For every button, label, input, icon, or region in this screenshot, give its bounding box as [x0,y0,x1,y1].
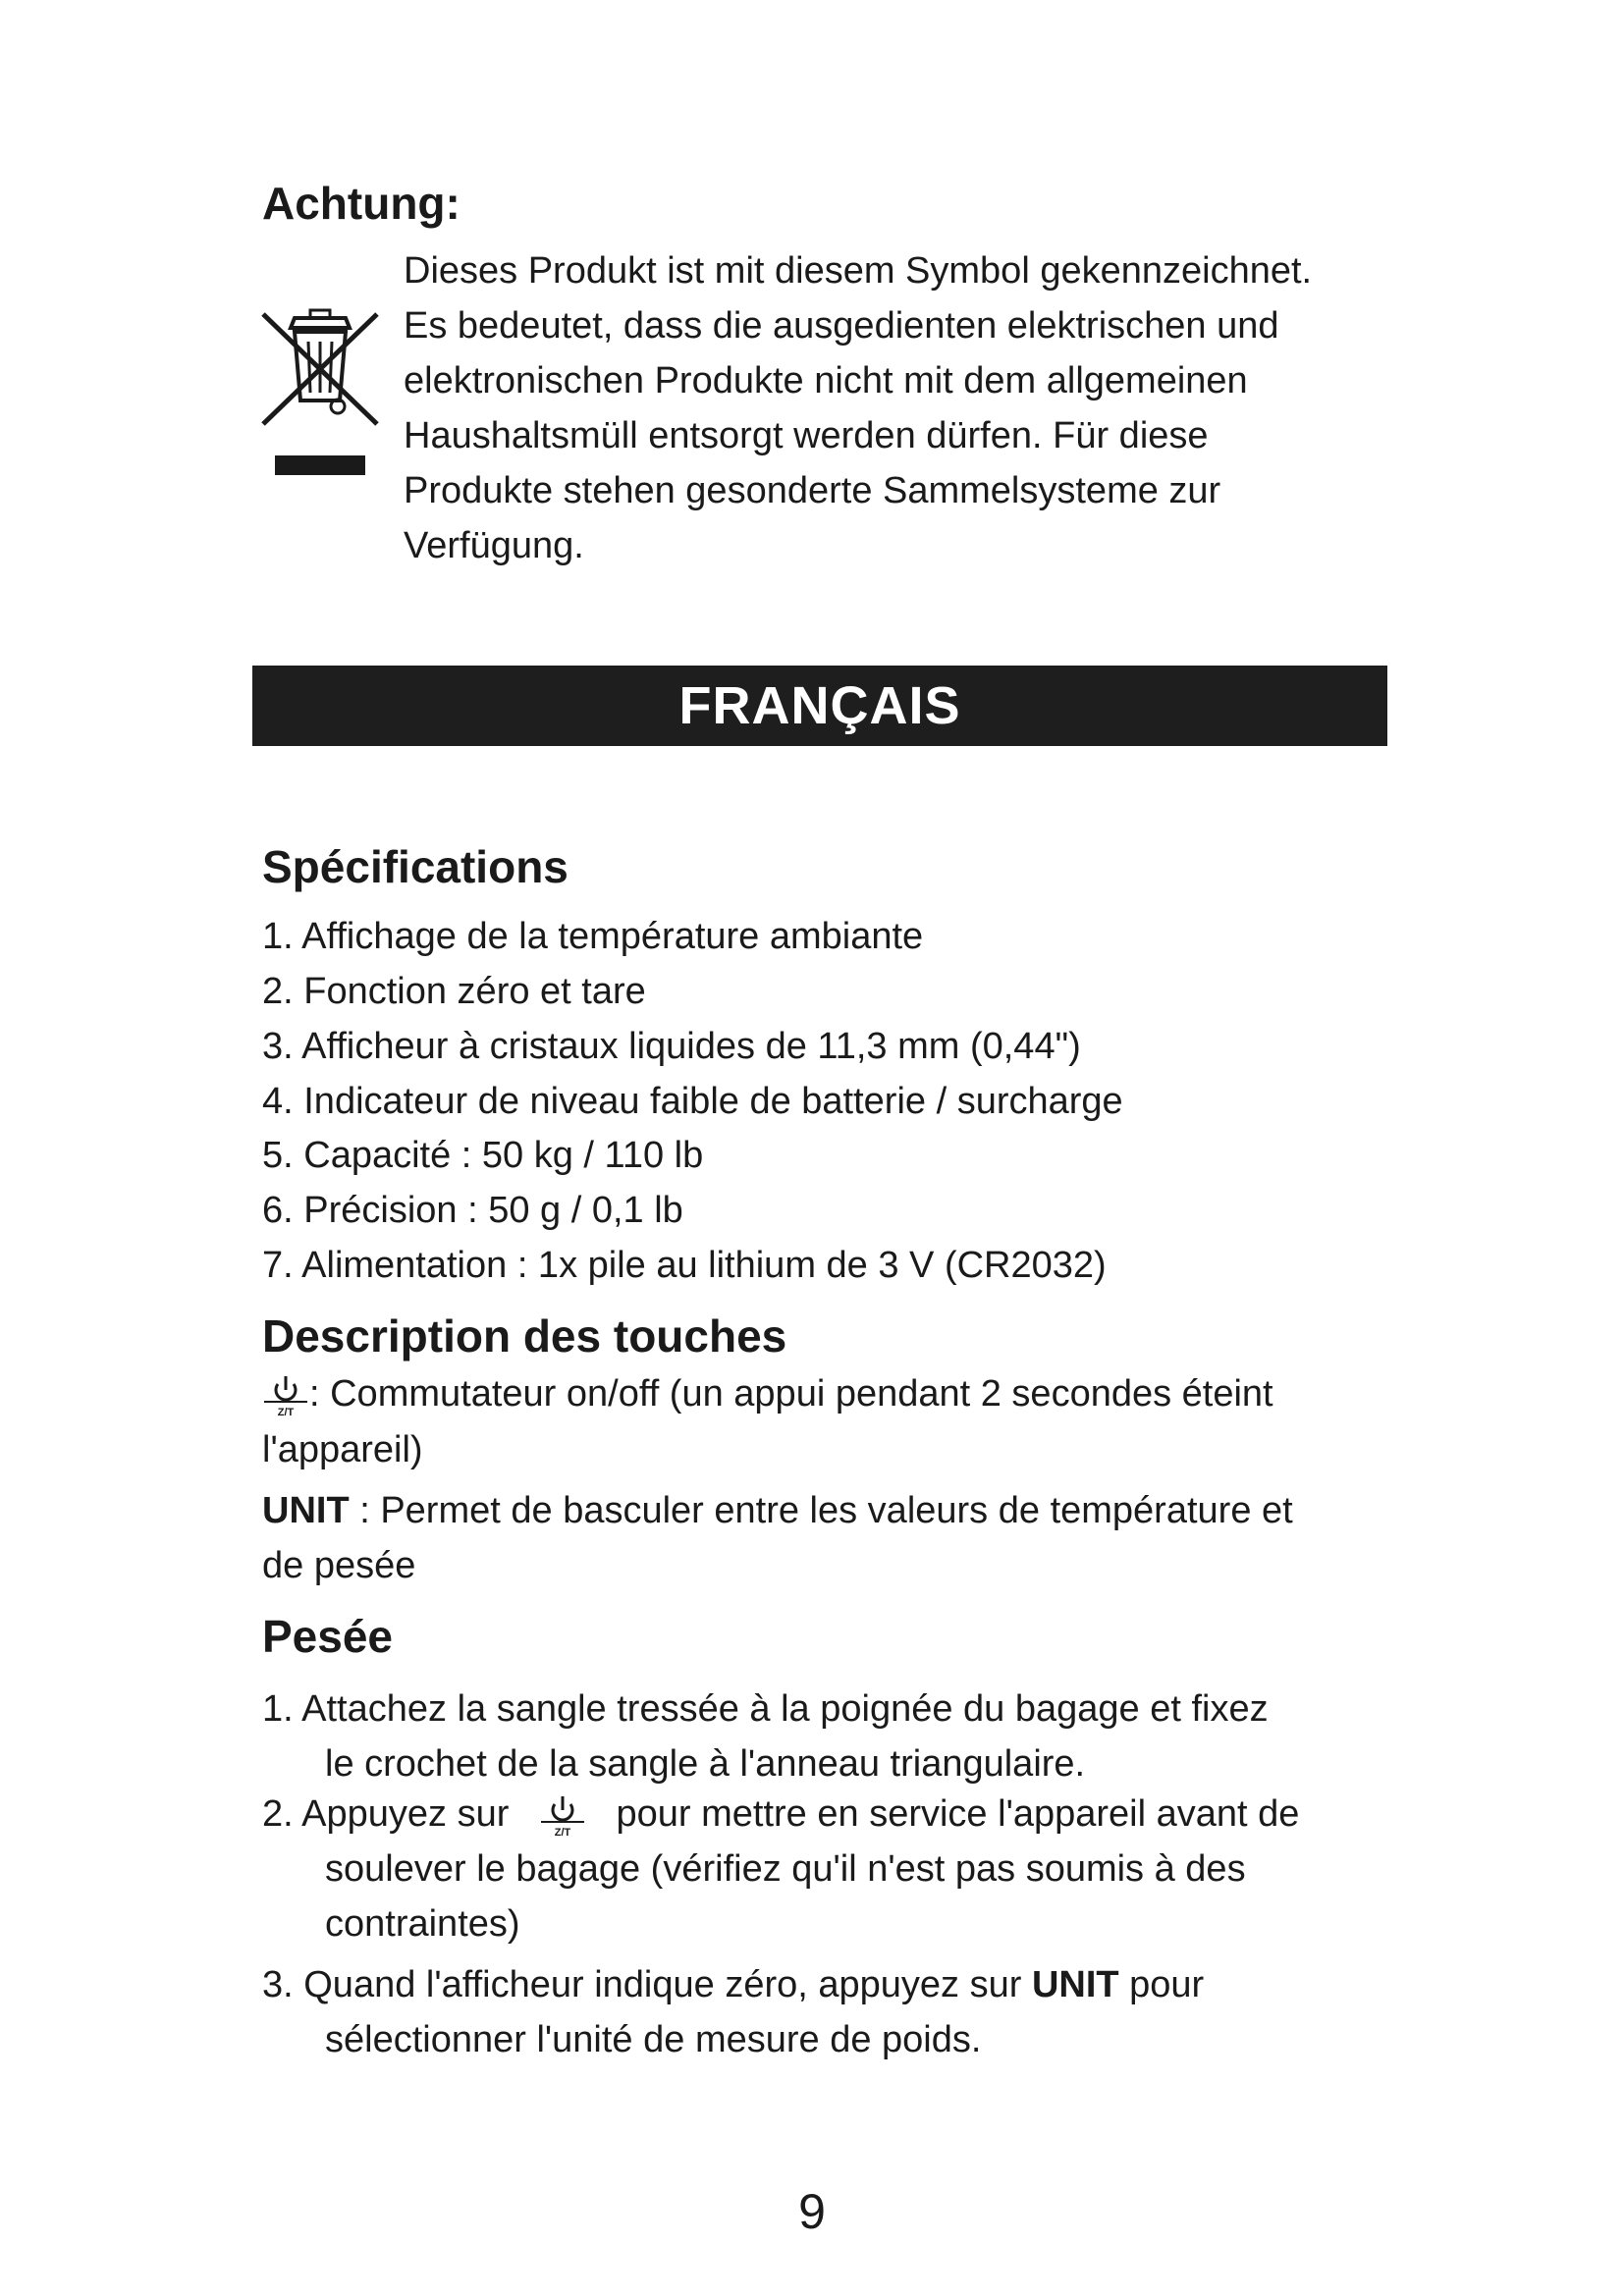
step-2-suffix: pour mettre en service l'appareil avant de [616,1793,1300,1836]
warning-line: elektronischen Produkte nicht mit dem allgemeinen [404,360,1248,401]
keys-heading: Description des touches [262,1310,787,1362]
page-number: 9 [798,2184,826,2239]
power-key-text: : Commutateur on/off (un appui pendant 2 secondes éteint [309,1373,1273,1415]
unit-key-label: UNIT [262,1490,350,1531]
power-zero-tare-icon [527,1792,598,1840]
power-key-description [262,1372,1273,1419]
spec-item: 6. Précision : 50 g / 0,1 lb [262,1190,683,1231]
crossed-out-wheelie-bin-icon [257,298,383,479]
step-2-prefix: 2. Appuyez sur [262,1793,510,1836]
specifications-heading: Spécifications [262,841,568,892]
step-3-unit-key: UNIT [1031,1964,1119,2005]
warning-line: Verfügung. [404,525,584,566]
weighing-heading: Pesée [262,1611,394,1662]
warning-text [404,243,1312,573]
weighing-step-2-cont: contraintes) [325,1903,520,1945]
weighing-step-3-cont: sélectionner l'unité de mesure de poids. [325,2019,982,2060]
spec-item: 5. Capacité : 50 kg / 110 lb [262,1135,704,1176]
step-3-suffix: pour [1118,1964,1205,2005]
weighing-step-1-cont: le crochet de la sangle à l'anneau triangulaire. [325,1743,1086,1785]
weighing-step-2 [262,1792,1299,1840]
warning-line: Produkte stehen gesonderte Sammelsysteme zur [404,470,1221,511]
warning-heading: Achtung: [262,178,460,229]
unit-key-text: : Permet de basculer entre les valeurs de température et [349,1490,1293,1531]
spec-item: 1. Affichage de la température ambiante [262,916,924,957]
power-key-text-cont: l'appareil) [262,1429,423,1470]
warning-line: Dieses Produkt ist mit diesem Symbol gekennzeichnet. [404,250,1313,292]
spec-item: 7. Alimentation : 1x pile au lithium de 3 V (CR2032) [262,1245,1107,1286]
step-3-prefix: 3. Quand l'afficheur indique zéro, appuyez sur [262,1964,1032,2005]
power-icon-label: Z/T [554,1827,571,1839]
weighing-step-1: 1. Attachez la sangle tressée à la poignée du bagage et fixez [262,1688,1269,1730]
warning-line: Es bedeutet, dass die ausgedienten elektrischen und [404,305,1279,347]
weighing-step-2-cont: soulever le bagage (vérifiez qu'il n'est pas soumis à des [325,1848,1246,1890]
unit-key-description [262,1492,1293,1529]
warning-line: Haushaltsmüll entsorgt werden dürfen. Für diese [404,415,1209,456]
spec-item: 4. Indicateur de niveau faible de batterie / surcharge [262,1081,1123,1122]
language-bar: FRANÇAIS [252,666,1387,746]
power-icon-label: Z/T [277,1407,295,1418]
unit-key-text-cont: de pesée [262,1545,416,1586]
power-zero-tare-icon [262,1372,309,1419]
spec-item: 3. Afficheur à cristaux liquides de 11,3 mm (0,44") [262,1026,1081,1067]
weighing-step-3 [262,1966,1204,2003]
spec-item: 2. Fonction zéro et tare [262,971,646,1012]
